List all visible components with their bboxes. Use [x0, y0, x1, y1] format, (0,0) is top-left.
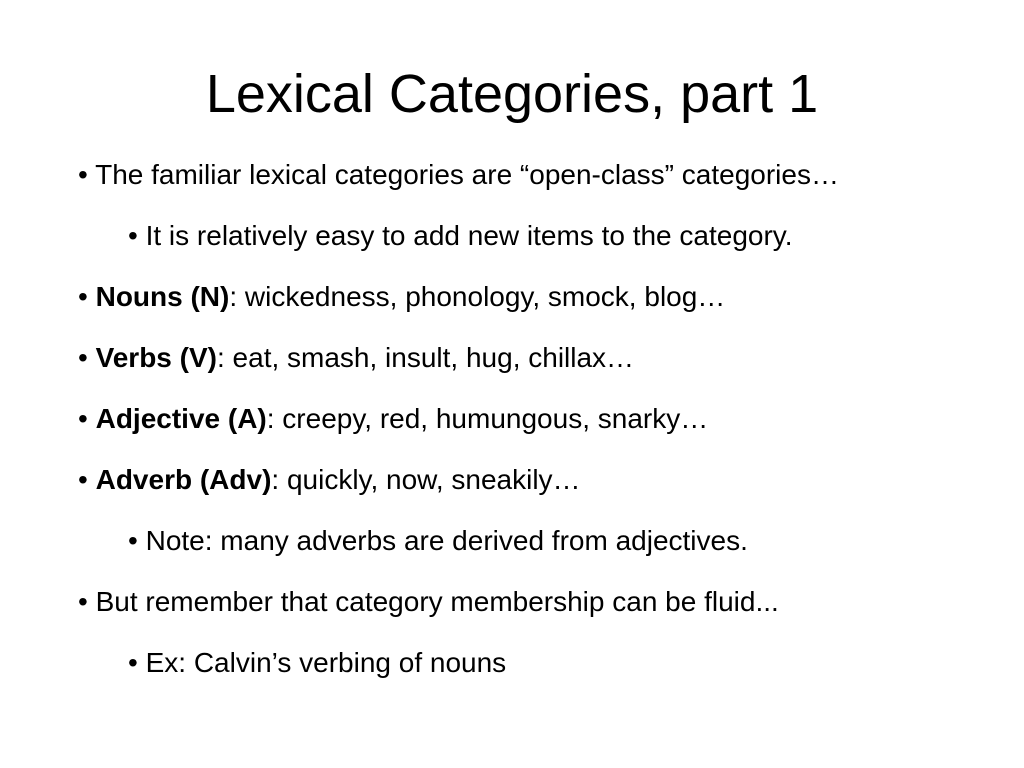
- bullet-text: Ex: Calvin’s verbing of nouns: [145, 647, 507, 678]
- bullet-list: [78, 154, 978, 703]
- bullet-marker: •: [128, 525, 138, 556]
- bullet-item-verbs: [78, 337, 978, 378]
- bullet-item-nouns: [78, 276, 978, 317]
- slide-title: Lexical Categories, part 1: [205, 64, 819, 124]
- sub-bullet-item: [78, 642, 978, 683]
- bullet-marker: •: [78, 281, 88, 312]
- bullet-text: Note: many adverbs are derived from adjectives.: [145, 525, 748, 556]
- bullet-term: Adjective (A): [95, 403, 267, 434]
- bullet-marker: •: [128, 220, 138, 251]
- bullet-item: [78, 581, 978, 622]
- bullet-text: : creepy, red, humungous, snarky…: [266, 403, 709, 434]
- bullet-marker: •: [78, 342, 88, 373]
- bullet-text: : quickly, now, sneakily…: [271, 464, 581, 495]
- bullet-text: But remember that category membership can be fluid...: [95, 586, 779, 617]
- bullet-marker: •: [78, 403, 88, 434]
- bullet-marker: •: [78, 464, 88, 495]
- sub-bullet-item: [78, 520, 978, 561]
- bullet-marker: •: [78, 159, 88, 190]
- bullet-item-adverb: [78, 459, 978, 500]
- bullet-marker: •: [128, 647, 138, 678]
- bullet-term: Adverb (Adv): [95, 464, 272, 495]
- bullet-text: The familiar lexical categories are “open-class” categories…: [95, 159, 839, 190]
- bullet-marker: •: [78, 586, 88, 617]
- bullet-term: Nouns (N): [95, 281, 230, 312]
- sub-bullet-item: [78, 215, 978, 256]
- bullet-text: It is relatively easy to add new items to the category.: [145, 220, 793, 251]
- bullet-item-adjective: [78, 398, 978, 439]
- bullet-item: [78, 154, 978, 195]
- bullet-text: : wickedness, phonology, smock, blog…: [229, 281, 726, 312]
- bullet-text: : eat, smash, insult, hug, chillax…: [216, 342, 635, 373]
- bullet-term: Verbs (V): [95, 342, 217, 373]
